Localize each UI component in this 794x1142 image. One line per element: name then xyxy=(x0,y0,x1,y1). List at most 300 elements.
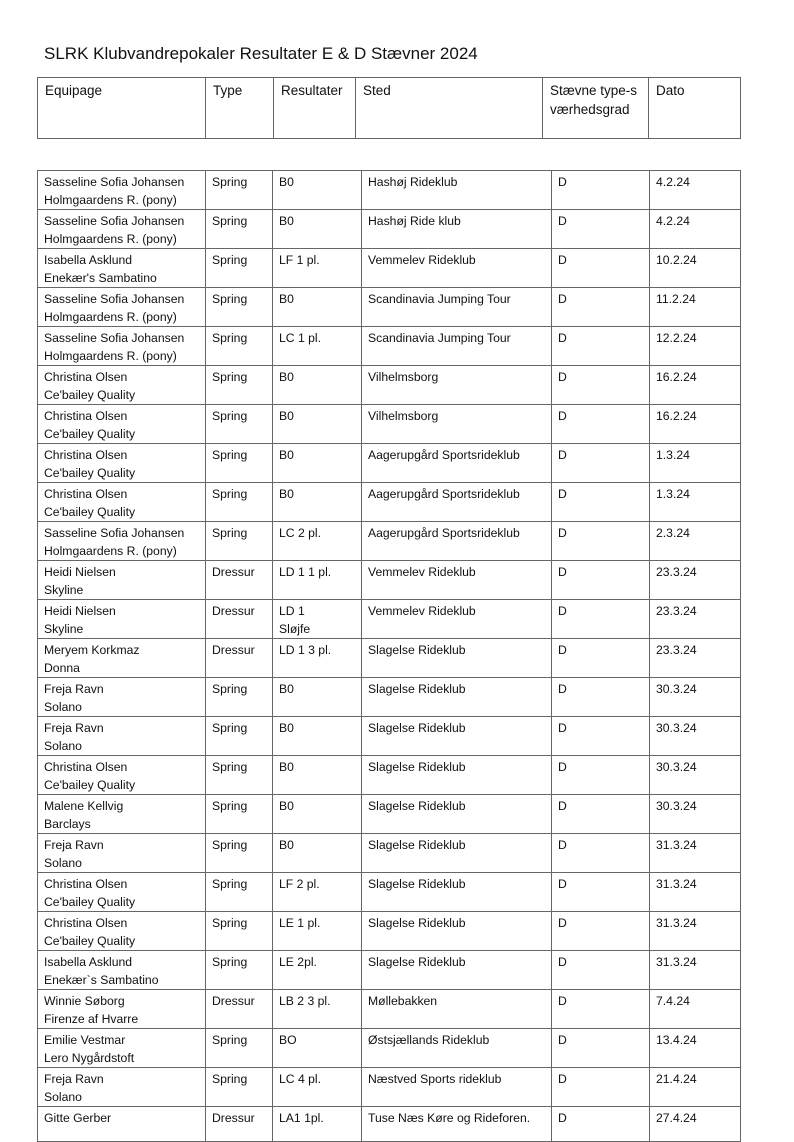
grade-cell-text: D xyxy=(558,526,567,540)
dato-cell xyxy=(650,990,741,1029)
result-cell xyxy=(273,444,362,483)
equipage-cell-text: Ce'bailey Quality xyxy=(44,505,136,519)
grade-cell-text: D xyxy=(558,838,567,852)
type-cell xyxy=(206,327,273,366)
table-row xyxy=(38,171,741,210)
equipage-cell xyxy=(38,600,206,639)
table-row xyxy=(38,1107,741,1142)
type-cell xyxy=(206,288,273,327)
equipage-cell-text: Gitte Gerber xyxy=(44,1111,112,1125)
equipage-cell-text: Ce'bailey Quality xyxy=(44,778,136,792)
type-cell xyxy=(206,678,273,717)
table-row xyxy=(38,756,741,795)
result-cell xyxy=(273,912,362,951)
type-cell-text: Spring xyxy=(212,877,248,891)
equipage-cell xyxy=(38,171,206,210)
type-cell xyxy=(206,405,273,444)
grade-cell xyxy=(552,717,650,756)
grade-cell-text: D xyxy=(558,292,567,306)
sted-cell-text: Vilhelmsborg xyxy=(368,409,439,423)
dato-cell xyxy=(650,951,741,990)
equipage-cell-text: Ce'bailey Quality xyxy=(44,388,136,402)
table-row xyxy=(38,600,741,639)
dato-cell-text: 31.3.24 xyxy=(656,838,697,852)
equipage-cell-text: Christina Olsen xyxy=(44,877,128,891)
dato-cell xyxy=(650,210,741,249)
table-row xyxy=(38,1068,741,1107)
equipage-cell-text: Solano xyxy=(44,739,82,753)
dato-cell xyxy=(650,1068,741,1107)
grade-cell-text: D xyxy=(558,799,567,813)
equipage-cell-text: Heidi Nielsen xyxy=(44,565,116,579)
dato-cell-text: 12.2.24 xyxy=(656,331,697,345)
dato-cell-text: 1.3.24 xyxy=(656,487,690,501)
grade-cell-text: D xyxy=(558,214,567,228)
dato-cell xyxy=(650,834,741,873)
table-row xyxy=(38,444,741,483)
results-body xyxy=(38,171,741,1142)
sted-cell xyxy=(362,249,552,288)
equipage-cell xyxy=(38,756,206,795)
equipage-cell-text: Solano xyxy=(44,856,82,870)
equipage-cell xyxy=(38,951,206,990)
equipage-cell xyxy=(38,873,206,912)
result-cell xyxy=(273,951,362,990)
grade-cell xyxy=(552,444,650,483)
equipage-cell xyxy=(38,678,206,717)
sted-cell-text: Slagelse Rideklub xyxy=(368,721,466,735)
grade-cell-text: D xyxy=(558,1111,567,1125)
table-row xyxy=(38,561,741,600)
sted-cell xyxy=(362,717,552,756)
sted-cell-text: Hashøj Ride klub xyxy=(368,214,461,228)
dato-cell-text: 31.3.24 xyxy=(656,877,697,891)
sted-cell-text: Slagelse Rideklub xyxy=(368,916,466,930)
table-row xyxy=(38,327,741,366)
header-type: Type xyxy=(206,78,274,139)
equipage-cell-text: Christina Olsen xyxy=(44,448,128,462)
type-cell-text: Spring xyxy=(212,760,248,774)
result-cell xyxy=(273,288,362,327)
grade-cell xyxy=(552,366,650,405)
grade-cell xyxy=(552,1068,650,1107)
equipage-cell-text: Holmgaardens R. (pony) xyxy=(44,310,177,324)
sted-cell-text: Slagelse Rideklub xyxy=(368,643,466,657)
sted-cell xyxy=(362,444,552,483)
sted-cell-text: Aagerupgård Sportsrideklub xyxy=(368,448,520,462)
type-cell xyxy=(206,444,273,483)
sted-cell xyxy=(362,327,552,366)
dato-cell xyxy=(650,444,741,483)
dato-cell xyxy=(650,288,741,327)
grade-cell-text: D xyxy=(558,487,567,501)
dato-cell xyxy=(650,327,741,366)
dato-cell-text: 21.4.24 xyxy=(656,1072,697,1086)
table-row xyxy=(38,639,741,678)
type-cell-text: Dressur xyxy=(212,994,255,1008)
header-equipage: Equipage xyxy=(38,78,206,139)
result-cell xyxy=(273,600,362,639)
type-cell xyxy=(206,522,273,561)
equipage-cell-text: Sasseline Sofia Johansen xyxy=(44,175,185,189)
type-cell xyxy=(206,639,273,678)
equipage-cell-text: Ce'bailey Quality xyxy=(44,895,136,909)
grade-cell xyxy=(552,639,650,678)
result-cell-text: B0 xyxy=(279,799,294,813)
equipage-cell xyxy=(38,249,206,288)
dato-cell-text: 30.3.24 xyxy=(656,721,697,735)
result-cell xyxy=(273,522,362,561)
dato-cell-text: 2.3.24 xyxy=(656,526,690,540)
result-cell xyxy=(273,795,362,834)
grade-cell xyxy=(552,171,650,210)
grade-cell-text: D xyxy=(558,370,567,384)
sted-cell-text: Slagelse Rideklub xyxy=(368,838,466,852)
result-cell-text: LF 2 pl. xyxy=(279,877,320,891)
equipage-cell-text: Freja Ravn xyxy=(44,838,104,852)
grade-cell-text: D xyxy=(558,604,567,618)
header-dato: Dato xyxy=(649,78,741,139)
equipage-cell xyxy=(38,327,206,366)
equipage-cell-text: Freja Ravn xyxy=(44,1072,104,1086)
result-cell xyxy=(273,639,362,678)
sted-cell-text: Slagelse Rideklub xyxy=(368,955,466,969)
equipage-cell-text: Skyline xyxy=(44,622,84,636)
equipage-cell xyxy=(38,444,206,483)
sted-cell xyxy=(362,171,552,210)
table-row xyxy=(38,288,741,327)
type-cell xyxy=(206,171,273,210)
equipage-cell xyxy=(38,522,206,561)
sted-cell-text: Slagelse Rideklub xyxy=(368,877,466,891)
sted-cell xyxy=(362,951,552,990)
equipage-cell xyxy=(38,405,206,444)
grade-cell-text: D xyxy=(558,916,567,930)
grade-cell xyxy=(552,873,650,912)
result-cell xyxy=(273,327,362,366)
result-cell-text: B0 xyxy=(279,214,294,228)
dato-cell xyxy=(650,678,741,717)
type-cell-text: Spring xyxy=(212,331,248,345)
sted-cell-text: Aagerupgård Sportsrideklub xyxy=(368,487,520,501)
grade-cell-text: D xyxy=(558,643,567,657)
result-cell xyxy=(273,834,362,873)
type-cell xyxy=(206,951,273,990)
table-row xyxy=(38,717,741,756)
result-cell xyxy=(273,171,362,210)
type-cell xyxy=(206,990,273,1029)
type-cell xyxy=(206,600,273,639)
sted-cell xyxy=(362,366,552,405)
sted-cell-text: Møllebakken xyxy=(368,994,438,1008)
result-cell xyxy=(273,873,362,912)
table-row xyxy=(38,834,741,873)
dato-cell-text: 30.3.24 xyxy=(656,760,697,774)
equipage-cell-text: Freja Ravn xyxy=(44,682,104,696)
equipage-cell-text: Donna xyxy=(44,661,80,675)
equipage-cell xyxy=(38,834,206,873)
equipage-cell-text: Sasseline Sofia Johansen xyxy=(44,292,185,306)
sted-cell xyxy=(362,210,552,249)
sted-cell-text: Vemmelev Rideklub xyxy=(368,565,476,579)
grade-cell xyxy=(552,1107,650,1142)
grade-cell xyxy=(552,210,650,249)
type-cell-text: Spring xyxy=(212,526,248,540)
sted-cell-text: Aagerupgård Sportsrideklub xyxy=(368,526,520,540)
type-cell xyxy=(206,912,273,951)
dato-cell xyxy=(650,483,741,522)
equipage-cell-text: Heidi Nielsen xyxy=(44,604,116,618)
result-cell xyxy=(273,405,362,444)
equipage-cell-text: Christina Olsen xyxy=(44,760,128,774)
type-cell-text: Dressur xyxy=(212,565,255,579)
header-table xyxy=(37,77,741,139)
type-cell-text: Spring xyxy=(212,214,248,228)
sted-cell xyxy=(362,990,552,1029)
sted-cell-text: Scandinavia Jumping Tour xyxy=(368,292,511,306)
sted-cell-text: Scandinavia Jumping Tour xyxy=(368,331,511,345)
sted-cell-text: Hashøj Rideklub xyxy=(368,175,458,189)
equipage-cell-text: Sasseline Sofia Johansen xyxy=(44,331,185,345)
dato-cell xyxy=(650,717,741,756)
type-cell xyxy=(206,1029,273,1068)
table-row xyxy=(38,483,741,522)
equipage-cell-text: Barclays xyxy=(44,817,91,831)
equipage-cell-text: Emilie Vestmar xyxy=(44,1033,126,1047)
equipage-cell xyxy=(38,561,206,600)
type-cell-text: Spring xyxy=(212,448,248,462)
grade-cell-text: D xyxy=(558,448,567,462)
grade-cell-text: D xyxy=(558,175,567,189)
dato-cell-text: 1.3.24 xyxy=(656,448,690,462)
result-cell-text: LB 2 3 pl. xyxy=(279,994,331,1008)
dato-cell xyxy=(650,1107,741,1142)
grade-cell-text: D xyxy=(558,409,567,423)
equipage-cell-text: Freja Ravn xyxy=(44,721,104,735)
dato-cell xyxy=(650,171,741,210)
dato-cell xyxy=(650,756,741,795)
type-cell-text: Spring xyxy=(212,916,248,930)
sted-cell-text: Slagelse Rideklub xyxy=(368,682,466,696)
dato-cell xyxy=(650,561,741,600)
dato-cell xyxy=(650,405,741,444)
type-cell xyxy=(206,834,273,873)
equipage-cell xyxy=(38,717,206,756)
type-cell-text: Spring xyxy=(212,799,248,813)
result-cell-text: B0 xyxy=(279,721,294,735)
result-cell-text: LF 1 pl. xyxy=(279,253,320,267)
header-resultater: Resultater xyxy=(274,78,356,139)
grade-cell-text: D xyxy=(558,682,567,696)
equipage-cell-text: Ce'bailey Quality xyxy=(44,934,136,948)
equipage-cell xyxy=(38,639,206,678)
sted-cell-text: Vemmelev Rideklub xyxy=(368,604,476,618)
result-cell-text: Sløjfe xyxy=(279,622,311,636)
equipage-cell xyxy=(38,288,206,327)
grade-cell xyxy=(552,951,650,990)
result-cell xyxy=(273,990,362,1029)
type-cell-text: Spring xyxy=(212,292,248,306)
table-row xyxy=(38,873,741,912)
equipage-cell xyxy=(38,1107,206,1142)
result-cell xyxy=(273,678,362,717)
equipage-cell-text: Christina Olsen xyxy=(44,370,128,384)
type-cell xyxy=(206,249,273,288)
grade-cell-text: D xyxy=(558,877,567,891)
grade-cell xyxy=(552,756,650,795)
dato-cell xyxy=(650,249,741,288)
type-cell-text: Spring xyxy=(212,721,248,735)
equipage-cell-text: Christina Olsen xyxy=(44,916,128,930)
type-cell-text: Spring xyxy=(212,682,248,696)
sted-cell-text: Vilhelmsborg xyxy=(368,370,439,384)
equipage-cell-text: Ce'bailey Quality xyxy=(44,466,136,480)
sted-cell xyxy=(362,1107,552,1142)
result-cell xyxy=(273,561,362,600)
sted-cell-text: Tuse Næs Køre og Rideforen. xyxy=(368,1111,531,1125)
sted-cell xyxy=(362,522,552,561)
dato-cell xyxy=(650,639,741,678)
sted-cell xyxy=(362,600,552,639)
dato-cell xyxy=(650,366,741,405)
sted-cell xyxy=(362,288,552,327)
equipage-cell-text: Firenze af Hvarre xyxy=(44,1012,139,1026)
result-cell-text: BO xyxy=(279,1033,297,1047)
dato-cell xyxy=(650,873,741,912)
equipage-cell-text: Holmgaardens R. (pony) xyxy=(44,232,177,246)
result-cell xyxy=(273,483,362,522)
sted-cell xyxy=(362,756,552,795)
equipage-cell-text: Isabella Asklund xyxy=(44,253,133,267)
equipage-cell xyxy=(38,1029,206,1068)
header-staevne-type: Stævne type-sværhedsgrad xyxy=(543,78,649,139)
equipage-cell-text: Christina Olsen xyxy=(44,409,128,423)
grade-cell-text: D xyxy=(558,955,567,969)
type-cell-text: Dressur xyxy=(212,604,255,618)
table-row xyxy=(38,405,741,444)
table-row xyxy=(38,990,741,1029)
grade-cell xyxy=(552,327,650,366)
equipage-cell xyxy=(38,912,206,951)
dato-cell-text: 30.3.24 xyxy=(656,799,697,813)
equipage-cell-text: Holmgaardens R. (pony) xyxy=(44,349,177,363)
table-row xyxy=(38,795,741,834)
equipage-cell-text: Isabella Asklund xyxy=(44,955,133,969)
equipage-cell-text: Skyline xyxy=(44,583,84,597)
result-cell-text: LC 1 pl. xyxy=(279,331,322,345)
equipage-cell xyxy=(38,366,206,405)
type-cell xyxy=(206,561,273,600)
equipage-cell-text: Meryem Korkmaz xyxy=(44,643,140,657)
type-cell xyxy=(206,756,273,795)
result-cell-text: LD 1 xyxy=(279,604,305,618)
result-cell-text: B0 xyxy=(279,487,294,501)
result-cell-text: B0 xyxy=(279,682,294,696)
equipage-cell-text: Christina Olsen xyxy=(44,487,128,501)
type-cell-text: Spring xyxy=(212,838,248,852)
sted-cell xyxy=(362,561,552,600)
table-row xyxy=(38,522,741,561)
type-cell-text: Dressur xyxy=(212,1111,255,1125)
grade-cell xyxy=(552,405,650,444)
grade-cell xyxy=(552,249,650,288)
type-cell xyxy=(206,1068,273,1107)
grade-cell xyxy=(552,834,650,873)
grade-cell xyxy=(552,1029,650,1068)
result-cell xyxy=(273,1068,362,1107)
result-cell-text: LA1 1pl. xyxy=(279,1111,324,1125)
grade-cell xyxy=(552,990,650,1029)
result-cell xyxy=(273,210,362,249)
equipage-cell-text: Enekær`s Sambatino xyxy=(44,973,159,987)
result-cell-text: B0 xyxy=(279,760,294,774)
dato-cell-text: 31.3.24 xyxy=(656,916,697,930)
dato-cell-text: 23.3.24 xyxy=(656,643,697,657)
result-cell xyxy=(273,1029,362,1068)
dato-cell xyxy=(650,522,741,561)
result-cell xyxy=(273,717,362,756)
type-cell xyxy=(206,1107,273,1142)
equipage-cell-text: Malene Kellvig xyxy=(44,799,124,813)
type-cell-text: Spring xyxy=(212,409,248,423)
grade-cell xyxy=(552,678,650,717)
dato-cell-text: 31.3.24 xyxy=(656,955,697,969)
result-cell-text: LE 2pl. xyxy=(279,955,317,969)
sted-cell xyxy=(362,912,552,951)
equipage-cell-text: Winnie Søborg xyxy=(44,994,125,1008)
equipage-cell xyxy=(38,1068,206,1107)
equipage-cell-text: Holmgaardens R. (pony) xyxy=(44,193,177,207)
sted-cell-text: Slagelse Rideklub xyxy=(368,799,466,813)
dato-cell-text: 4.2.24 xyxy=(656,175,690,189)
equipage-cell xyxy=(38,483,206,522)
dato-cell xyxy=(650,912,741,951)
grade-cell-text: D xyxy=(558,1033,567,1047)
sted-cell-text: Vemmelev Rideklub xyxy=(368,253,476,267)
result-cell-text: B0 xyxy=(279,292,294,306)
grade-cell xyxy=(552,288,650,327)
results-table xyxy=(37,170,741,1142)
grade-cell-text: D xyxy=(558,565,567,579)
equipage-cell-text: Solano xyxy=(44,1090,82,1104)
result-cell-text: B0 xyxy=(279,448,294,462)
header-row xyxy=(38,78,741,139)
equipage-cell xyxy=(38,990,206,1029)
sted-cell-text: Østsjællands Rideklub xyxy=(368,1033,490,1047)
type-cell xyxy=(206,795,273,834)
equipage-cell-text: Sasseline Sofia Johansen xyxy=(44,526,185,540)
dato-cell-text: 23.3.24 xyxy=(656,604,697,618)
grade-cell xyxy=(552,483,650,522)
equipage-cell-text: Solano xyxy=(44,700,82,714)
table-row xyxy=(38,249,741,288)
type-cell xyxy=(206,873,273,912)
equipage-cell-text: Enekær's Sambatino xyxy=(44,271,157,285)
dato-cell-text: 16.2.24 xyxy=(656,409,697,423)
result-cell-text: LD 1 1 pl. xyxy=(279,565,332,579)
result-cell-text: B0 xyxy=(279,370,294,384)
grade-cell xyxy=(552,522,650,561)
equipage-cell xyxy=(38,210,206,249)
type-cell xyxy=(206,366,273,405)
result-cell-text: LC 2 pl. xyxy=(279,526,322,540)
result-cell xyxy=(273,366,362,405)
type-cell xyxy=(206,717,273,756)
table-row xyxy=(38,366,741,405)
type-cell-text: Spring xyxy=(212,370,248,384)
dato-cell-text: 7.4.24 xyxy=(656,994,690,1008)
sted-cell xyxy=(362,1068,552,1107)
